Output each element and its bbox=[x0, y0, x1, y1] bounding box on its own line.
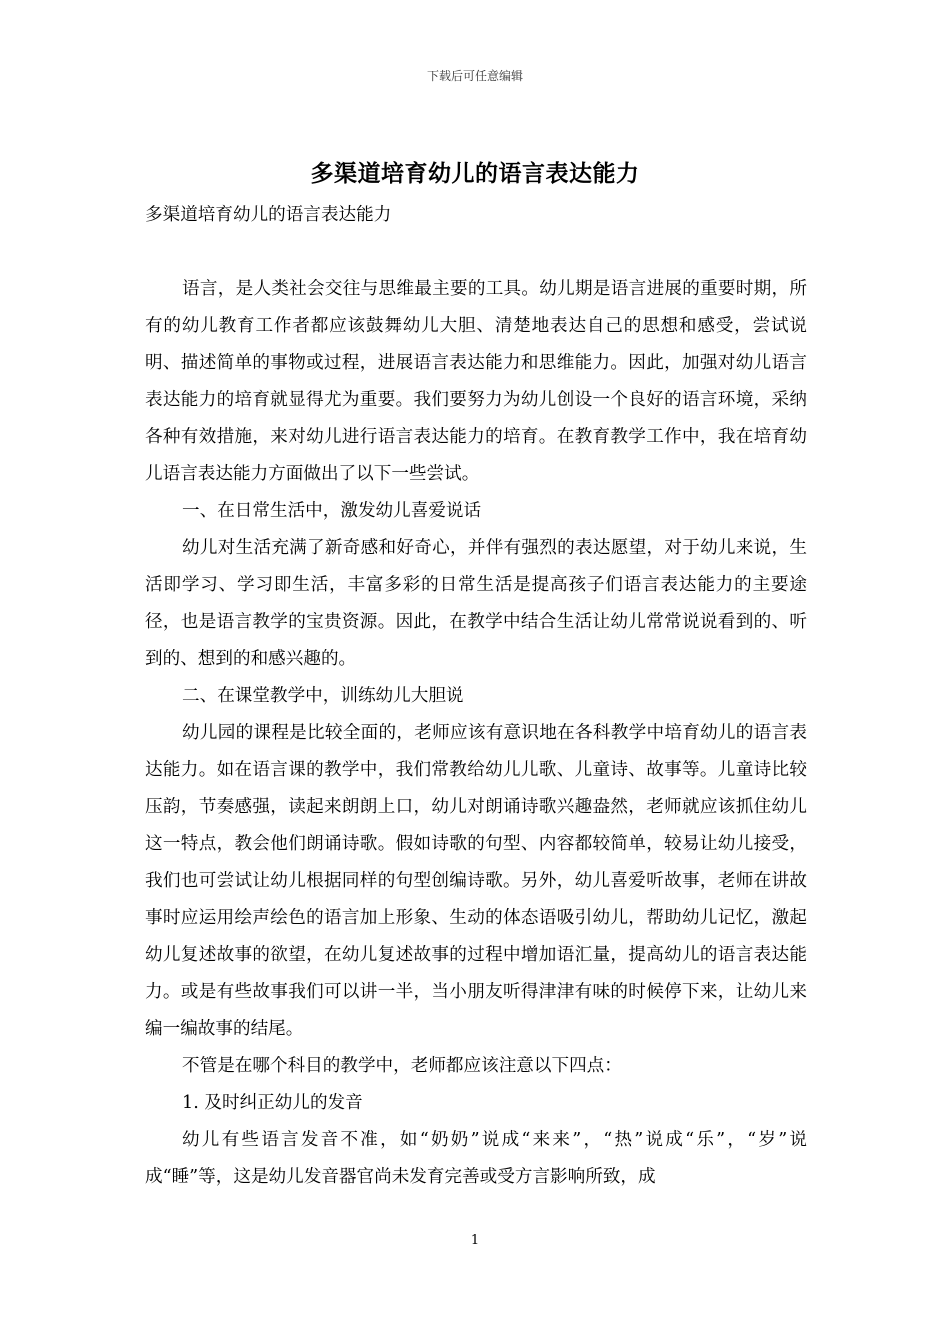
document-body bbox=[145, 197, 807, 1196]
section-heading-2: 二、在课堂教学中，训练幼儿大胆说 bbox=[182, 686, 464, 706]
paragraph-daily-life: 幼儿对生活充满了新奇感和好奇心，并伴有强烈的表达愿望，对于幼儿来说，生活即学习、学习即生活，丰富多彩的日常生活是提高孩子们语言表达能力的主要途径，也是语言教学的宝贵资源。因此，在教学中结合生活让幼儿常常说说看到的、听到的、想到的和感兴趣的。 bbox=[145, 538, 807, 669]
paragraph-intro: 语言，是人类社会交往与思维最主要的工具。幼儿期是语言进展的重要时期，所有的幼儿教育工作者都应该鼓舞幼儿大胆、清楚地表达自己的思想和感受，尝试说明、描述简单的事物或过程，进展语言表达能力和思维能力。因此，加强对幼儿语言表达能力的培育就显得尤为重要。我们要努力为幼儿创设一个良好的语言环境，采纳各种有效措施，来对幼儿进行语言表达能力的培育。在教育教学工作中，我在培育幼儿语言表达能力方面做出了以下一些尝试。 bbox=[145, 279, 807, 484]
section-heading-1: 一、在日常生活中，激发幼儿喜爱说话 bbox=[182, 501, 482, 521]
document-subtitle: 多渠道培育幼儿的语言表达能力 bbox=[145, 205, 392, 225]
subheading-pronunciation: 1. 及时纠正幼儿的发音 bbox=[182, 1093, 363, 1113]
paragraph-classroom: 幼儿园的课程是比较全面的，老师应该有意识地在各科教学中培育幼儿的语言表达能力。如在语言课的教学中，我们常教给幼儿儿歌、儿童诗、故事等。儿童诗比较压韵，节奏感强，读起来朗朗上口，幼儿对朗诵诗歌兴趣盎然，老师就应该抓住幼儿这一特点，教会他们朗诵诗歌。假如诗歌的句型、内容都较简单，较易让幼儿接受，我们也可尝试让幼儿根据同样的句型创编诗歌。另外，幼儿喜爱听故事，老师在讲故事时应运用绘声绘色的语言加上形象、生动的体态语吸引幼儿，帮助幼儿记忆，激起幼儿复述故事的欲望，在幼儿复述故事的过程中增加语汇量，提高幼儿的语言表达能力。或是有些故事我们可以讲一半，当小朋友听得津津有味的时候停下来，让幼儿来编一编故事的结尾。 bbox=[145, 723, 807, 1039]
page-number: 1 bbox=[470, 1233, 480, 1248]
header-note: 下载后可任意编辑 bbox=[426, 69, 523, 83]
document-title: 多渠道培育幼儿的语言表达能力 bbox=[310, 160, 640, 187]
paragraph-four-points: 不管是在哪个科目的教学中，老师都应该注意以下四点： bbox=[182, 1056, 622, 1076]
paragraph-pronunciation: 幼儿有些语言发音不准，如“奶奶”说成“来来”，“热”说成“乐”，“岁”说成“睡”等，这是幼儿发音器官尚未发育完善或受方言影响所致，成 bbox=[145, 1130, 807, 1187]
